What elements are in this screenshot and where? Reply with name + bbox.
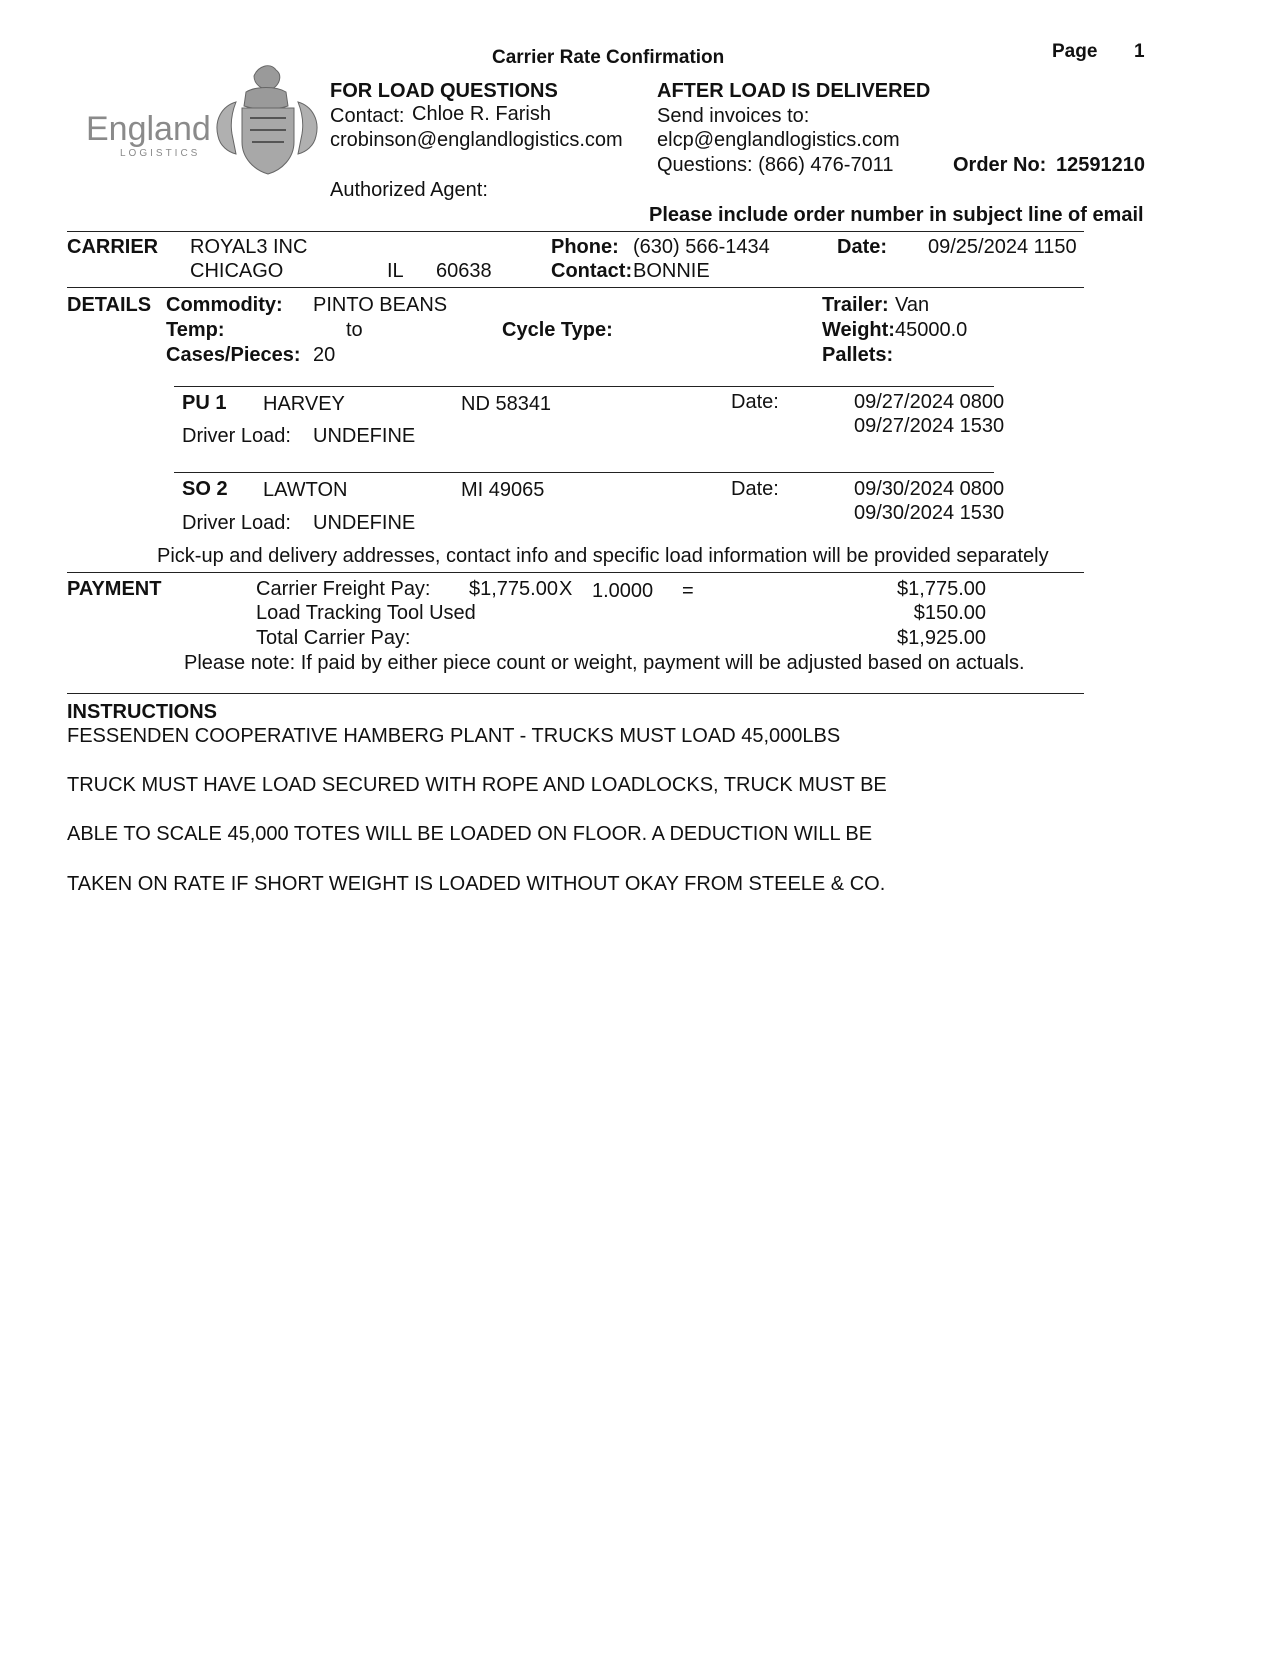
driver-load-value: UNDEFINE — [313, 425, 416, 447]
contact-email[interactable]: crobinson@englandlogistics.com — [330, 129, 623, 151]
page-label: Page — [1052, 41, 1098, 62]
england-logistics-logo — [86, 62, 324, 180]
contact-name: Chloe R. Farish — [412, 103, 551, 125]
instructions-heading: INSTRUCTIONS — [67, 701, 217, 723]
pallets-label: Pallets: — [822, 344, 894, 366]
stop-date-end: 09/27/2024 1530 — [854, 415, 1005, 437]
carrier-state: IL — [387, 260, 404, 282]
tracking-amount: $150.00 — [913, 602, 986, 624]
stop-date-end: 09/30/2024 1530 — [854, 502, 1005, 524]
stop-state-zip: ND 58341 — [461, 393, 552, 415]
stop-date-start: 09/27/2024 0800 — [854, 391, 1005, 413]
instruction-line: ABLE TO SCALE 45,000 TOTES WILL BE LOADED ON FLOOR. A DEDUCTION WILL BE — [67, 823, 873, 845]
carrier-label: CARRIER — [67, 236, 159, 258]
order-label: Order No: — [953, 154, 1047, 176]
instruction-line: FESSENDEN COOPERATIVE HAMBERG PLANT - TRUCKS MUST LOAD 45,000LBS — [67, 725, 841, 747]
freight-qty: 1.0000 — [592, 580, 654, 602]
stop-city: LAWTON — [263, 479, 348, 501]
stop-date-start: 09/30/2024 0800 — [854, 478, 1005, 500]
carrier-city: CHICAGO — [190, 260, 284, 282]
invoice-email[interactable]: elcp@englandlogistics.com — [657, 129, 900, 151]
payment-label: PAYMENT — [67, 578, 162, 600]
contact-label: Contact: — [330, 105, 405, 127]
stop-divider — [174, 386, 994, 387]
instruction-line: TRUCK MUST HAVE LOAD SECURED WITH ROPE AND LOADLOCKS, TRUCK MUST BE — [67, 774, 887, 796]
driver-load-label: Driver Load: — [182, 512, 291, 534]
stop-date-label: Date: — [731, 391, 779, 413]
order-number: 12591210 — [1056, 154, 1145, 176]
cycle-type-label: Cycle Type: — [502, 319, 613, 341]
trailer-value: Van — [895, 294, 930, 316]
temp-to: to — [346, 319, 363, 341]
cases-label: Cases/Pieces: — [166, 344, 301, 366]
divider — [67, 231, 1084, 232]
carrier-zip: 60638 — [436, 260, 492, 282]
commodity-label: Commodity: — [166, 294, 283, 316]
driver-load-value: UNDEFINE — [313, 512, 416, 534]
carrier-contact: BONNIE — [633, 260, 710, 282]
payment-note: Please note: If paid by either piece count or weight, payment will be adjusted based on actuals. — [184, 652, 1025, 674]
commodity-value: PINTO BEANS — [313, 294, 448, 316]
freight-amount: $1,775.00 — [897, 578, 986, 600]
trailer-label: Trailer: — [822, 294, 889, 316]
temp-label: Temp: — [166, 319, 225, 341]
carrier-name: ROYAL3 INC — [190, 236, 308, 258]
svg-text:LOGISTICS: LOGISTICS — [120, 148, 201, 159]
freight-pay-label: Carrier Freight Pay: — [256, 578, 431, 600]
driver-load-label: Driver Load: — [182, 425, 291, 447]
stop-divider — [174, 472, 994, 473]
divider — [67, 287, 1084, 288]
stop-code: PU 1 — [182, 392, 227, 414]
details-label: DETAILS — [67, 294, 152, 316]
after-delivery-heading: AFTER LOAD IS DELIVERED — [657, 80, 931, 102]
times-sign: X — [559, 578, 573, 600]
logo-wordmark: England — [86, 110, 211, 148]
email-note: Please include order number in subject line of email — [649, 204, 1144, 226]
tracking-label: Load Tracking Tool Used — [256, 602, 476, 624]
stop-city: HARVEY — [263, 393, 345, 415]
weight-value: 45000.0 — [895, 319, 968, 341]
carrier-phone: (630) 566-1434 — [633, 236, 770, 258]
carrier-phone-label: Phone: — [551, 236, 619, 258]
document-title: Carrier Rate Confirmation — [492, 47, 725, 68]
divider — [67, 693, 1084, 694]
carrier-contact-label: Contact: — [551, 260, 633, 282]
divider — [67, 572, 1084, 573]
cases-value: 20 — [313, 344, 336, 366]
weight-label: Weight: — [822, 319, 895, 341]
total-pay-amount: $1,925.00 — [897, 627, 986, 649]
carrier-date: 09/25/2024 1150 — [928, 236, 1077, 258]
total-pay-label: Total Carrier Pay: — [256, 627, 411, 649]
load-questions-heading: FOR LOAD QUESTIONS — [330, 80, 558, 102]
stop-code: SO 2 — [182, 478, 228, 500]
freight-rate: $1,775.00 — [469, 578, 558, 600]
stop-state-zip: MI 49065 — [461, 479, 545, 501]
carrier-date-label: Date: — [837, 236, 888, 258]
questions-phone: Questions: (866) 476-7011 — [657, 154, 894, 176]
stop-date-label: Date: — [731, 478, 779, 500]
authorized-agent-label: Authorized Agent: — [330, 179, 488, 201]
stops-note: Pick-up and delivery addresses, contact info and specific load information will be provided separately — [157, 545, 1049, 567]
send-invoices-label: Send invoices to: — [657, 105, 810, 127]
instruction-line: TAKEN ON RATE IF SHORT WEIGHT IS LOADED WITHOUT OKAY FROM STEELE & CO. — [67, 873, 886, 895]
page-number: 1 — [1134, 41, 1145, 62]
equals-sign: = — [682, 580, 694, 602]
crest-icon — [86, 62, 324, 180]
